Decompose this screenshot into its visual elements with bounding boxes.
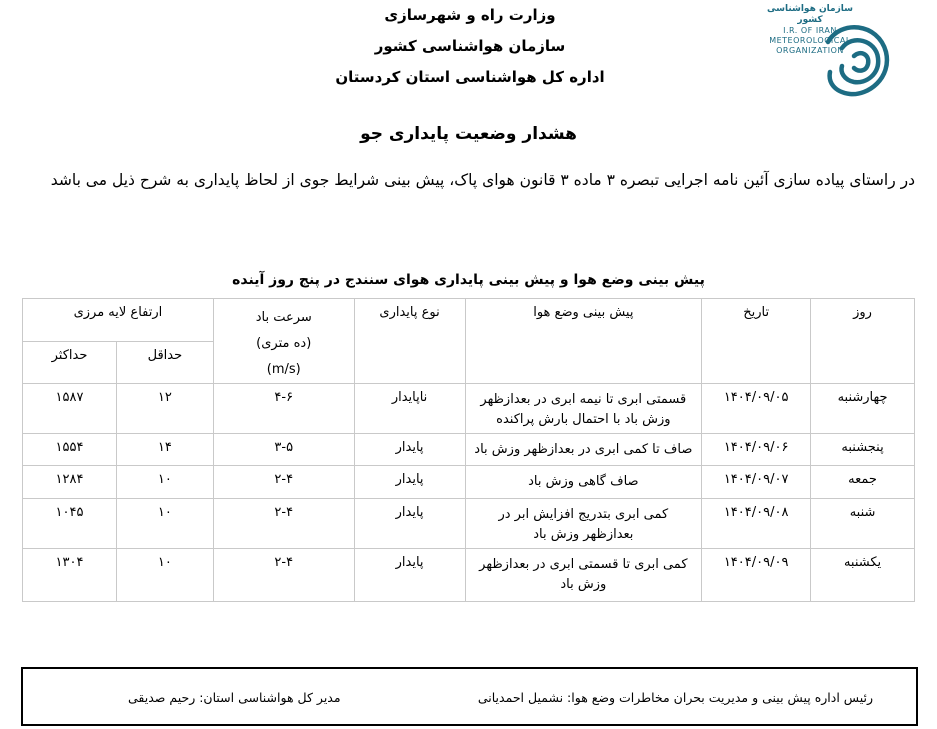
cell-min: ۱۰: [116, 499, 213, 549]
cell-day: پنجشنبه: [811, 434, 915, 466]
cell-forecast: قسمتی ابری تا نیمه ابری در بعدازظهر وزش باد با احتمال بارش پراکنده: [465, 384, 702, 434]
ministry-name: وزارت راه و شهرسازی: [384, 6, 556, 24]
cell-date: ۱۴۰۴/۰۹/۰۵: [702, 384, 811, 434]
cell-stability: پایدار: [354, 466, 465, 499]
cell-max: ۱۲۸۴: [23, 466, 117, 499]
table-row: [23, 549, 915, 602]
header-wind-line3: (m/s): [266, 362, 301, 377]
cell-day: چهارشنبه: [811, 384, 915, 434]
header-boundary-layer: ارتفاع لایه مرزی: [23, 299, 214, 342]
cell-forecast: صاف گاهی وزش باد: [465, 466, 702, 499]
cell-date: ۱۴۰۴/۰۹/۰۸: [702, 499, 811, 549]
logo-text-fa: سازمان هواشناسی کشور: [766, 4, 853, 25]
header-date: تاریخ: [702, 299, 811, 384]
cell-stability: ناپایدار: [354, 384, 465, 434]
swirl-logo-icon: [820, 12, 892, 98]
cell-date: ۱۴۰۴/۰۹/۰۶: [702, 434, 811, 466]
cell-wind: ۲-۴: [213, 466, 354, 499]
cell-wind: ۳-۵: [213, 434, 354, 466]
header-wind-speed: [213, 299, 354, 384]
forecast-table: [22, 298, 915, 602]
cell-wind: ۲-۴: [213, 549, 354, 602]
cell-stability: پایدار: [354, 549, 465, 602]
table-row: [23, 434, 915, 466]
cell-min: ۱۰: [116, 549, 213, 602]
signature-director-general: مدیر کل هواشناسی استان: رحیم صدیقی: [128, 690, 341, 705]
signature-forecast-head: رئیس اداره پیش بینی و مدیریت بحران مخاطرات وضع هوا: نشمیل احمدیانی: [477, 690, 873, 705]
organization-logo: [760, 2, 895, 98]
cell-forecast: کمی ابری تا قسمتی ابری در بعدازظهر وزش باد: [465, 549, 702, 602]
table-title: پیش بینی وضع هوا و پیش بینی پایداری هوای سنندج در پنج روز آینده: [232, 272, 705, 288]
cell-day: جمعه: [811, 466, 915, 499]
cell-min: ۱۰: [116, 466, 213, 499]
cell-forecast: کمی ابری بتدریج افزایش ابر در بعدازظهر وزش باد: [465, 499, 702, 549]
header-stability: نوع پایداری: [354, 299, 465, 384]
department-name: اداره کل هواشناسی استان کردستان: [335, 68, 605, 86]
table-row: [23, 466, 915, 499]
header-max: حداکثر: [23, 342, 117, 384]
table-row: [23, 499, 915, 549]
logo-text-en-1: I.R. OF IRAN: [783, 26, 837, 35]
cell-max: ۱۵۸۷: [23, 384, 117, 434]
organization-name: سازمان هواشناسی کشور: [374, 37, 566, 55]
table-row: [23, 384, 915, 434]
logo-text-en-2: METEOROLOGICAL: [769, 36, 851, 45]
cell-stability: پایدار: [354, 434, 465, 466]
cell-date: ۱۴۰۴/۰۹/۰۷: [702, 466, 811, 499]
header-forecast: پیش بینی وضع هوا: [465, 299, 702, 384]
cell-max: ۱۳۰۴: [23, 549, 117, 602]
document-title: هشدار وضعیت پایداری جو: [360, 124, 577, 144]
cell-stability: پایدار: [354, 499, 465, 549]
intro-paragraph: در راستای پیاده سازی آئین نامه اجرایی تبصره ۳ ماده ۳ قانون هوای پاک، پیش بینی شرایط جوی از لحاظ پایداری به شرح ذیل می باشد: [50, 171, 915, 189]
cell-day: یکشنبه: [811, 549, 915, 602]
header-day: روز: [811, 299, 915, 384]
cell-date: ۱۴۰۴/۰۹/۰۹: [702, 549, 811, 602]
cell-wind: ۴-۶: [213, 384, 354, 434]
header-wind-line1: سرعت باد: [255, 310, 312, 325]
cell-forecast: صاف تا کمی ابری در بعدازظهر وزش باد: [465, 434, 702, 466]
cell-wind: ۲-۴: [213, 499, 354, 549]
cell-day: شنبه: [811, 499, 915, 549]
header-min: حداقل: [116, 342, 213, 384]
cell-min: ۱۴: [116, 434, 213, 466]
cell-max: ۱۰۴۵: [23, 499, 117, 549]
cell-min: ۱۲: [116, 384, 213, 434]
header-wind-line2: (ده متری): [256, 336, 312, 351]
letterhead: [300, 0, 640, 93]
logo-text-en-3: ORGANIZATION: [776, 46, 844, 55]
cell-max: ۱۵۵۴: [23, 434, 117, 466]
